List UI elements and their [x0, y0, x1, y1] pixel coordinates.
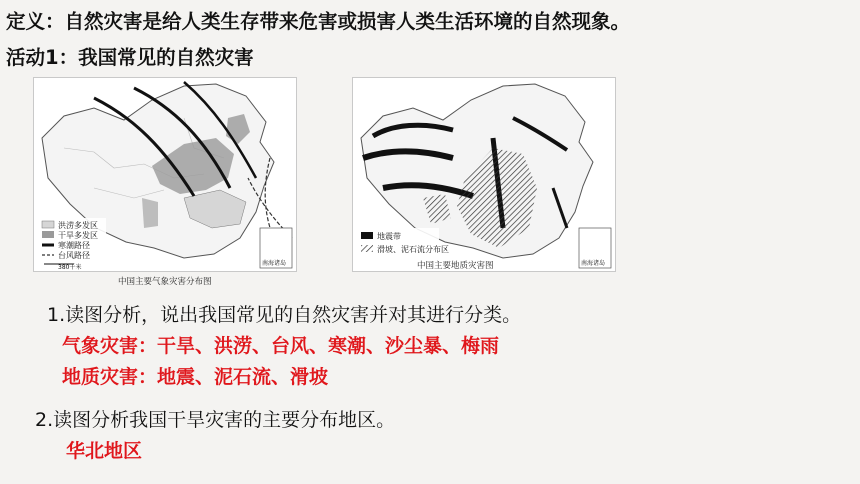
question-2: 2.读图分析我国干旱灾害的主要分布地区。 — [35, 409, 396, 431]
geological-disaster-map — [352, 77, 616, 272]
legend-drought: 干旱多发区 — [58, 231, 98, 240]
legend-earthquake: 地震带 — [377, 232, 401, 241]
scale-label: 380千米 — [58, 264, 82, 271]
activity-title: 活动1：我国常见的自然灾害 — [6, 46, 254, 69]
map1-caption: 中国主要气象灾害分布图 — [118, 277, 212, 287]
definition-text: 定义：自然灾害是给人类生存带来危害或损害人类生活环境的自然现象。 — [6, 10, 631, 33]
legend-typhoon: 台风路径 — [58, 251, 90, 260]
meteorological-map-graphic — [34, 78, 296, 271]
answer-meteorological: 气象灾害：干旱、洪涝、台风、寒潮、沙尘暴、梅雨 — [62, 335, 500, 357]
legend-cold-wave: 寒潮路径 — [58, 241, 90, 250]
legend-landslide: 滑坡、泥石流分布区 — [377, 245, 449, 254]
geological-map-graphic — [353, 78, 615, 271]
meteorological-disaster-map — [33, 77, 297, 272]
question-1: 1.读图分析，说出我国常见的自然灾害并对其进行分类。 — [47, 304, 522, 326]
map2-caption: 中国主要地质灾害图 — [417, 261, 494, 271]
inset-label-2: 南海诸岛 — [581, 260, 606, 267]
answer-geological: 地质灾害：地震、泥石流、滑坡 — [62, 366, 329, 388]
inset-label: 南海诸岛 — [262, 260, 287, 267]
legend-flood: 洪涝多发区 — [58, 221, 98, 230]
answer-drought-region: 华北地区 — [66, 440, 143, 462]
